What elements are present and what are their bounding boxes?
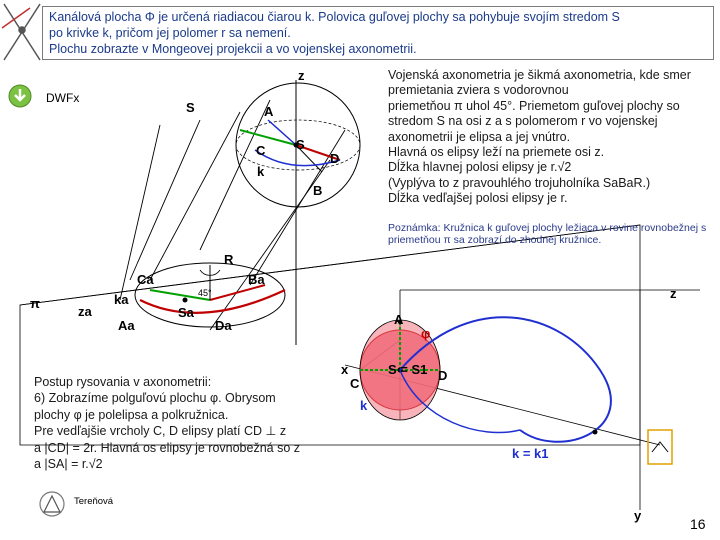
- label-z-right: z: [670, 286, 677, 301]
- label-s-top: S: [186, 100, 195, 115]
- label-k-right: k: [360, 398, 368, 413]
- author-name: Tereňová: [74, 496, 114, 507]
- channel-lines: [120, 100, 345, 330]
- label-y: y: [634, 508, 642, 523]
- label-d-right: D: [438, 368, 448, 383]
- procedure-l3: plochy φ je polelipsa a polkružnica.: [34, 407, 229, 422]
- procedure-block: [34, 374, 354, 472]
- description-p6: Dĺžka vedľajšej polosi elipsy je r.: [388, 191, 568, 206]
- description-p1: Vojenská axonometria je šikmá axonometria, kde smer premietania zviera s vodorovnou: [388, 68, 691, 98]
- title-line-3: Plochu zobrazte v Mongeovej projekcii a vo vojenskej axonometrii.: [49, 42, 417, 56]
- description-p3: Hlavná os elipsy leží na priemete osi z.: [388, 145, 605, 160]
- description-p2: priemetňou π uhol 45°. Priemetom guľovej plochy so stredom S na osi z a s polomerom r vo vojenskej axonometrii je elipsa a jej vnútro.: [388, 98, 680, 144]
- description-p5: (Vyplýva to z pravouhlého trojuholníka SaBaR.): [388, 175, 651, 190]
- label-da: Da: [215, 318, 232, 333]
- label-angle: 45°: [198, 288, 212, 298]
- label-r: R: [224, 252, 234, 267]
- label-s-eq: S = S1: [388, 362, 428, 377]
- note-text: Poznámka: Kružnica k guľovej plochy ležiaca v rovine rovnobežnej s priemetňou π sa zobrazí do zhodnej kružnice.: [388, 222, 707, 246]
- label-k: k: [257, 164, 265, 179]
- label-s: S: [296, 137, 305, 152]
- dwfx-label[interactable]: DWFx: [46, 91, 80, 105]
- label-c: C: [256, 143, 266, 158]
- author-logo-icon: [38, 490, 72, 520]
- title-line-2: po krivke k, pričom jej polomer r sa nemení.: [49, 26, 291, 40]
- label-x: x: [341, 362, 349, 377]
- description-p4: Dĺžka hlavnej polosi elipsy je r.√2: [388, 160, 572, 175]
- label-sa: Sa: [178, 305, 194, 320]
- label-ka: ka: [114, 292, 129, 307]
- label-pi: π: [30, 296, 40, 311]
- procedure-l6: a |SA| = r.√2: [34, 457, 103, 472]
- label-a: A: [264, 104, 274, 119]
- label-d: D: [330, 151, 340, 166]
- title-line-1: Kanálová plocha Φ je určená riadiacou čiarou k. Polovica guľovej plochy sa pohybuje svojím stredom S: [49, 10, 620, 24]
- page-number: 16: [690, 516, 706, 532]
- label-ca: Ca: [137, 272, 154, 287]
- label-a-right: A: [394, 312, 404, 327]
- label-phi: φ: [421, 326, 431, 341]
- procedure-l4: Pre vedľajšie vrcholy C, D elipsy platí CD ⊥ z: [34, 424, 287, 439]
- label-za: za: [78, 304, 92, 319]
- label-aa: Aa: [118, 318, 135, 333]
- procedure-l2: 6) Zobrazíme polguľovú plochu φ. Obrysom: [34, 391, 276, 406]
- compass-icon: [2, 4, 40, 60]
- label-b: B: [313, 183, 323, 198]
- label-ba: Ba: [248, 272, 265, 287]
- label-c-right: C: [350, 376, 360, 391]
- procedure-l1: Postup rysovania v axonometrii:: [34, 375, 212, 389]
- description-block: [388, 68, 714, 207]
- label-k-eq: k = k1: [512, 446, 549, 461]
- procedure-l5: a |CD| = 2r. Hlavná os elipsy je rovnobežná so z: [34, 440, 301, 455]
- label-z: z: [298, 68, 305, 83]
